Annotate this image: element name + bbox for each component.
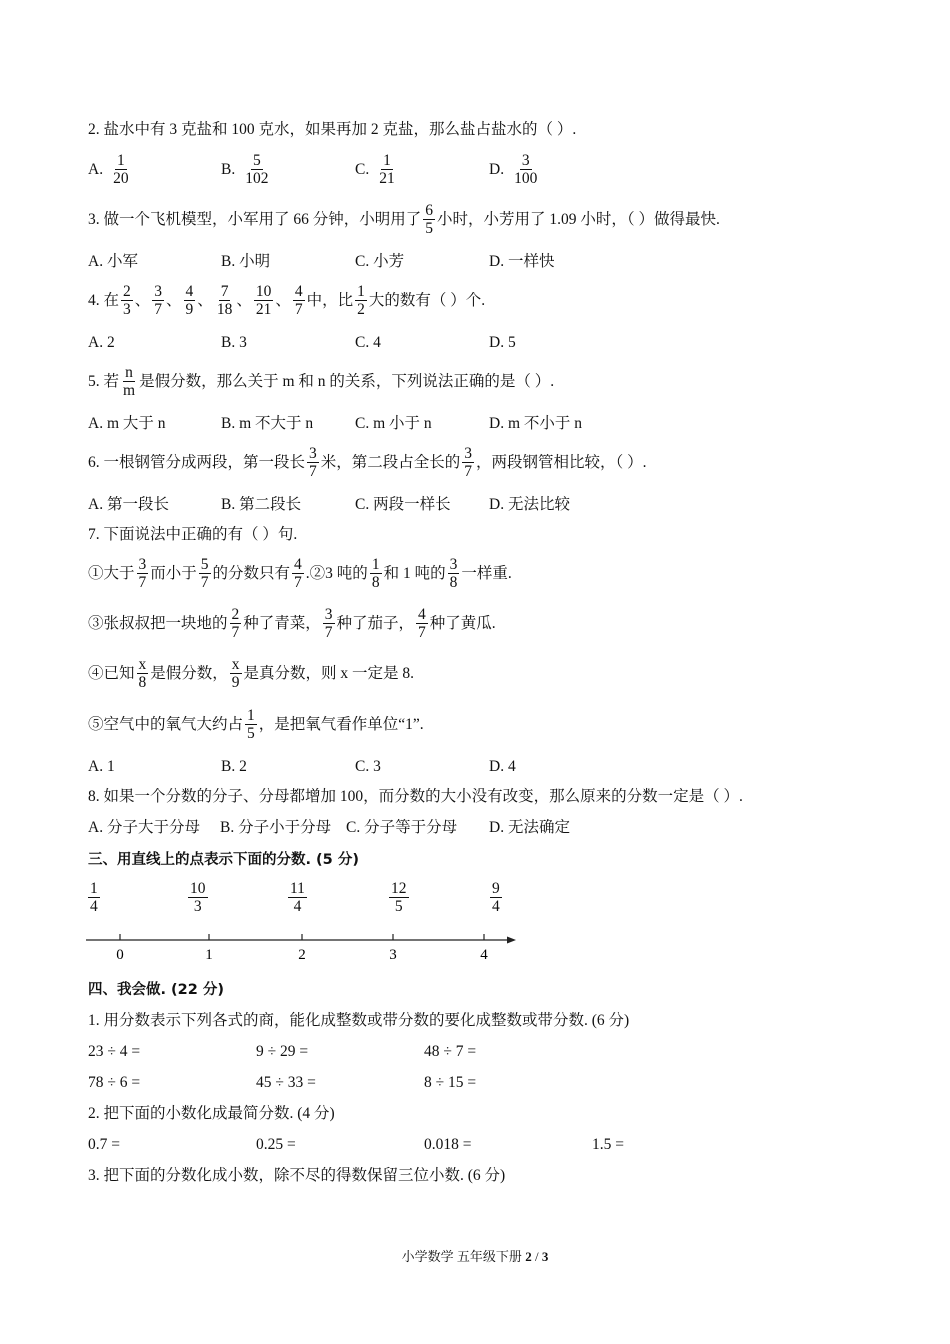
q6-option-d: D. 无法比较 xyxy=(489,496,570,513)
division-expression: 8 ÷ 15 = xyxy=(424,1074,477,1091)
q7-statement-5: ⑤空气中的氧气大约占 $\frac{1}{5}$ ，是把氧气看作单位“1”. xyxy=(88,707,424,742)
q2-option-d: D. $\frac{3}{100}$ xyxy=(489,152,538,187)
q2-option-b: B. $\frac{5}{102}$ xyxy=(221,152,269,187)
page-total: 3 xyxy=(541,1249,549,1264)
q8-option-b: B. 分子小于分母 xyxy=(220,819,332,836)
q4-option-a: A. 2 xyxy=(88,334,115,351)
q6-option-a: A. 第一段长 xyxy=(88,496,169,513)
question-2-stem: 2. 盐水中有 3 克盐和 100 克水，如果再加 2 克盐，那么盐占盐水的（ ）. xyxy=(88,121,577,138)
q3-option-c: C. 小芳 xyxy=(355,253,405,270)
q4-option-b: B. 3 xyxy=(221,334,247,351)
q3-option-a: A. 小军 xyxy=(88,253,138,270)
division-expression: 23 ÷ 4 = xyxy=(88,1043,141,1060)
q3-option-d: D. 一样快 xyxy=(489,253,555,270)
numberline-fraction-2: $\frac{10}{3}$ xyxy=(190,880,206,915)
decimal-expression: 0.25 = xyxy=(256,1136,296,1153)
q8-option-c: C. 分子等于分母 xyxy=(346,819,458,836)
tick-label: 1 xyxy=(205,947,213,963)
q2-option-c: C. $\frac{1}{21}$ xyxy=(355,152,395,187)
q8-option-d: D. 无法确定 xyxy=(489,819,570,836)
q3-option-b: B. 小明 xyxy=(221,253,271,270)
division-expression: 9 ÷ 29 = xyxy=(256,1043,309,1060)
numberline-fraction-1: $\frac{1}{4}$ xyxy=(90,880,98,915)
q7-statement-3: ③张叔叔把一块地的 $\frac{2}{7}$ 种了青菜， $\frac{3}{7}$ 种了茄子， $\frac{4}{7}$ 种了黄瓜. xyxy=(88,606,496,641)
q4-option-c: C. 4 xyxy=(355,334,381,351)
q7-option-d: D. 4 xyxy=(489,758,516,775)
q7-statement-4: ④已知 $\frac{x}{8}$ 是假分数， $\frac{x}{9}$ 是真分数，则 x 一定是 8. xyxy=(88,656,415,691)
q4-option-d: D. 5 xyxy=(489,334,516,351)
q2-option-a: A. $\frac{1}{20}$ xyxy=(88,152,129,187)
tick-label: 3 xyxy=(389,947,397,963)
q5-option-c: C. m 小于 n xyxy=(355,415,432,432)
question-7-stem: 7. 下面说法中正确的有（ ）句. xyxy=(88,526,298,543)
q6-option-b: B. 第二段长 xyxy=(221,496,302,513)
numberline-fraction-4: $\frac{12}{5}$ xyxy=(391,880,407,915)
section-4-problem-3-stem: 3. 把下面的分数化成小数，除不尽的得数保留三位小数. (6 分) xyxy=(88,1167,506,1184)
q7-option-b: B. 2 xyxy=(221,758,247,775)
division-expression: 48 ÷ 7 = xyxy=(424,1043,477,1060)
q5-option-d: D. m 不小于 n xyxy=(489,415,583,432)
tick-label: 2 xyxy=(298,947,306,963)
section-4-problem-1-stem: 1. 用分数表示下列各式的商，能化成整数或带分数的要化成整数或带分数. (6 分) xyxy=(88,1012,630,1029)
number-line-arrow-icon xyxy=(507,937,516,944)
question-6-stem: 6. 一根钢管分成两段，第一段长 $\frac{3}{7}$ 米，第二段占全长的 $\frac{3}{7}$ ，两段钢管相比较，（ ）. xyxy=(88,445,647,480)
q7-option-a: A. 1 xyxy=(88,758,115,775)
section-3-title: 三、用直线上的点表示下面的分数. (5 分) xyxy=(88,852,359,868)
q5-option-b: B. m 不大于 n xyxy=(221,415,314,432)
q5-option-a: A. m 大于 n xyxy=(88,415,166,432)
q7-option-c: C. 3 xyxy=(355,758,381,775)
section-4-title: 四、我会做. (22 分) xyxy=(88,982,225,998)
decimal-expression: 0.7 = xyxy=(88,1136,120,1153)
tick-label: 4 xyxy=(480,947,488,963)
q7-statement-1-2: ①大于 $\frac{3}{7}$ 而小于 $\frac{5}{7}$ 的分数只有 $\frac{4}{7}$ .②3 吨的 $\frac{1}{8}$ 和 1 吨的 $\frac{3}{8}$ 一样重. xyxy=(88,556,512,591)
numberline-fraction-3: $\frac{11}{4}$ xyxy=(290,880,305,915)
division-expression: 78 ÷ 6 = xyxy=(88,1074,141,1091)
number-line xyxy=(80,930,530,966)
decimal-expression: 1.5 = xyxy=(592,1136,624,1153)
page-number: 2 xyxy=(525,1249,532,1264)
section-4-problem-2-stem: 2. 把下面的小数化成最简分数. (4 分) xyxy=(88,1105,335,1122)
question-4-stem: 4. 在 $\frac{2}{3}$ 、 $\frac{3}{7}$ 、 $\frac{4}{9}$ 、 $\frac{7}{18}$ 、 $\frac{10}{21}$ 、 $\frac{4}{7}$ 中，比 $\frac{1}{2}$ 大的数有（ ）个. xyxy=(88,283,486,318)
q6-option-c: C. 两段一样长 xyxy=(355,496,451,513)
question-8-stem: 8. 如果一个分数的分子、分母都增加 100，而分数的大小没有改变，那么原来的分数一定是（ ）. xyxy=(88,788,743,805)
question-5-stem: 5. 若 $\frac{n}{m}$ 是假分数，那么关于 m 和 n 的关系，下列说法正确的是（ ）. xyxy=(88,364,555,399)
page-footer: 小学数学 五年级下册 2 / 3 xyxy=(401,1249,549,1264)
fraction: $\frac{6}{5}$ xyxy=(425,202,434,237)
numberline-fraction-5: $\frac{9}{4}$ xyxy=(492,880,500,915)
q8-option-a: A. 分子大于分母 xyxy=(88,819,200,836)
division-expression: 45 ÷ 33 = xyxy=(256,1074,316,1091)
question-3-stem: 3. 做一个飞机模型，小军用了 66 分钟，小明用了 $\frac{6}{5}$ 小时，小芳用了 1.09 小时，（ ）做得最快. xyxy=(88,202,720,237)
decimal-expression: 0.018 = xyxy=(424,1136,472,1153)
tick-label: 0 xyxy=(116,947,124,963)
